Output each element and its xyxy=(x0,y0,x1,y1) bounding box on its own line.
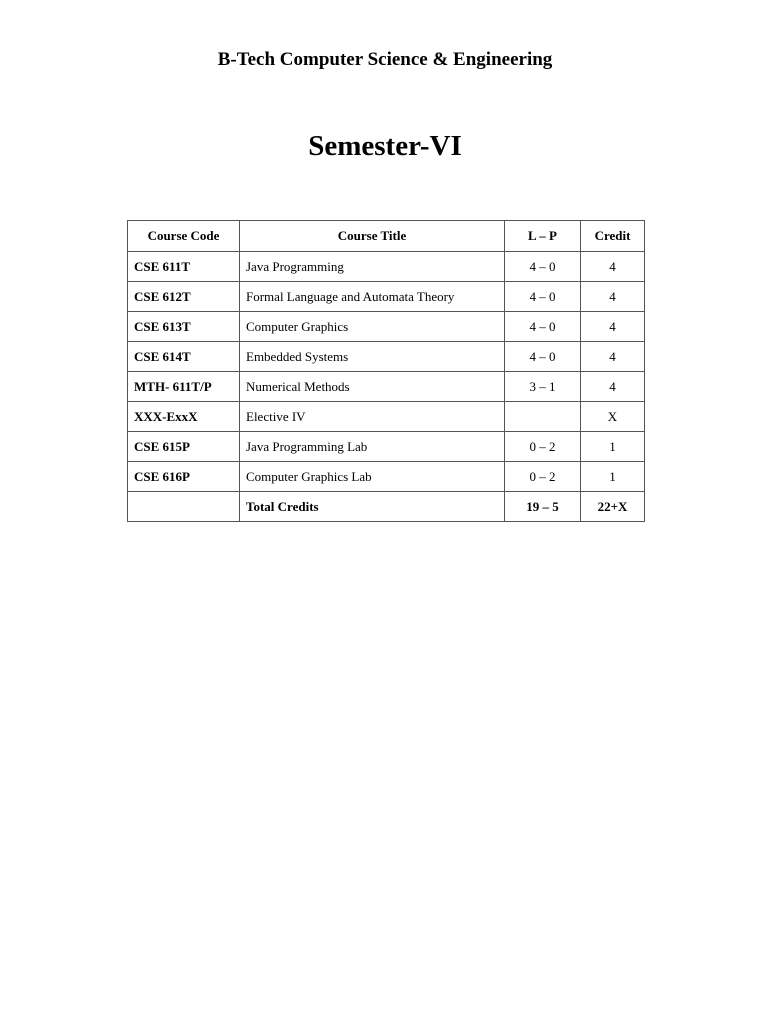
table-row xyxy=(128,402,645,432)
course-lp: 4 – 0 xyxy=(505,282,581,312)
course-title: Embedded Systems xyxy=(240,342,505,372)
course-credit: 1 xyxy=(581,432,645,462)
course-credit: 4 xyxy=(581,252,645,282)
course-title: Computer Graphics xyxy=(240,312,505,342)
table-header-row xyxy=(128,221,645,252)
course-credit: 4 xyxy=(581,342,645,372)
course-lp xyxy=(505,402,581,432)
course-table xyxy=(127,220,645,522)
total-row xyxy=(128,492,645,522)
table-row xyxy=(128,432,645,462)
course-lp: 4 – 0 xyxy=(505,342,581,372)
header-course-code: Course Code xyxy=(128,221,240,252)
total-lp: 19 – 5 xyxy=(505,492,581,522)
header-lp: L – P xyxy=(505,221,581,252)
course-lp: 0 – 2 xyxy=(505,462,581,492)
course-credit: 4 xyxy=(581,312,645,342)
course-title: Java Programming Lab xyxy=(240,432,505,462)
course-code: CSE 615P xyxy=(128,432,240,462)
course-code: CSE 612T xyxy=(128,282,240,312)
course-code: CSE 613T xyxy=(128,312,240,342)
course-credit: 1 xyxy=(581,462,645,492)
header-credit: Credit xyxy=(581,221,645,252)
table-row xyxy=(128,372,645,402)
table-row xyxy=(128,312,645,342)
table-row xyxy=(128,462,645,492)
course-code: MTH- 611T/P xyxy=(128,372,240,402)
course-title: Java Programming xyxy=(240,252,505,282)
course-code: CSE 611T xyxy=(128,252,240,282)
course-lp: 0 – 2 xyxy=(505,432,581,462)
course-title: Computer Graphics Lab xyxy=(240,462,505,492)
course-title: Numerical Methods xyxy=(240,372,505,402)
course-code: CSE 614T xyxy=(128,342,240,372)
course-credit: 4 xyxy=(581,282,645,312)
total-label: Total Credits xyxy=(240,492,505,522)
course-title: Elective IV xyxy=(240,402,505,432)
table-row xyxy=(128,252,645,282)
course-lp: 4 – 0 xyxy=(505,252,581,282)
total-code xyxy=(128,492,240,522)
course-credit: 4 xyxy=(581,372,645,402)
course-lp: 3 – 1 xyxy=(505,372,581,402)
total-credit: 22+X xyxy=(581,492,645,522)
course-credit: X xyxy=(581,402,645,432)
course-lp: 4 – 0 xyxy=(505,312,581,342)
semester-title: Semester-VI xyxy=(308,130,462,162)
course-code: XXX-ExxX xyxy=(128,402,240,432)
table-row xyxy=(128,282,645,312)
table-row xyxy=(128,342,645,372)
course-code: CSE 616P xyxy=(128,462,240,492)
program-title: B-Tech Computer Science & Engineering xyxy=(217,49,553,70)
header-course-title: Course Title xyxy=(240,221,505,252)
course-title: Formal Language and Automata Theory xyxy=(240,282,505,312)
